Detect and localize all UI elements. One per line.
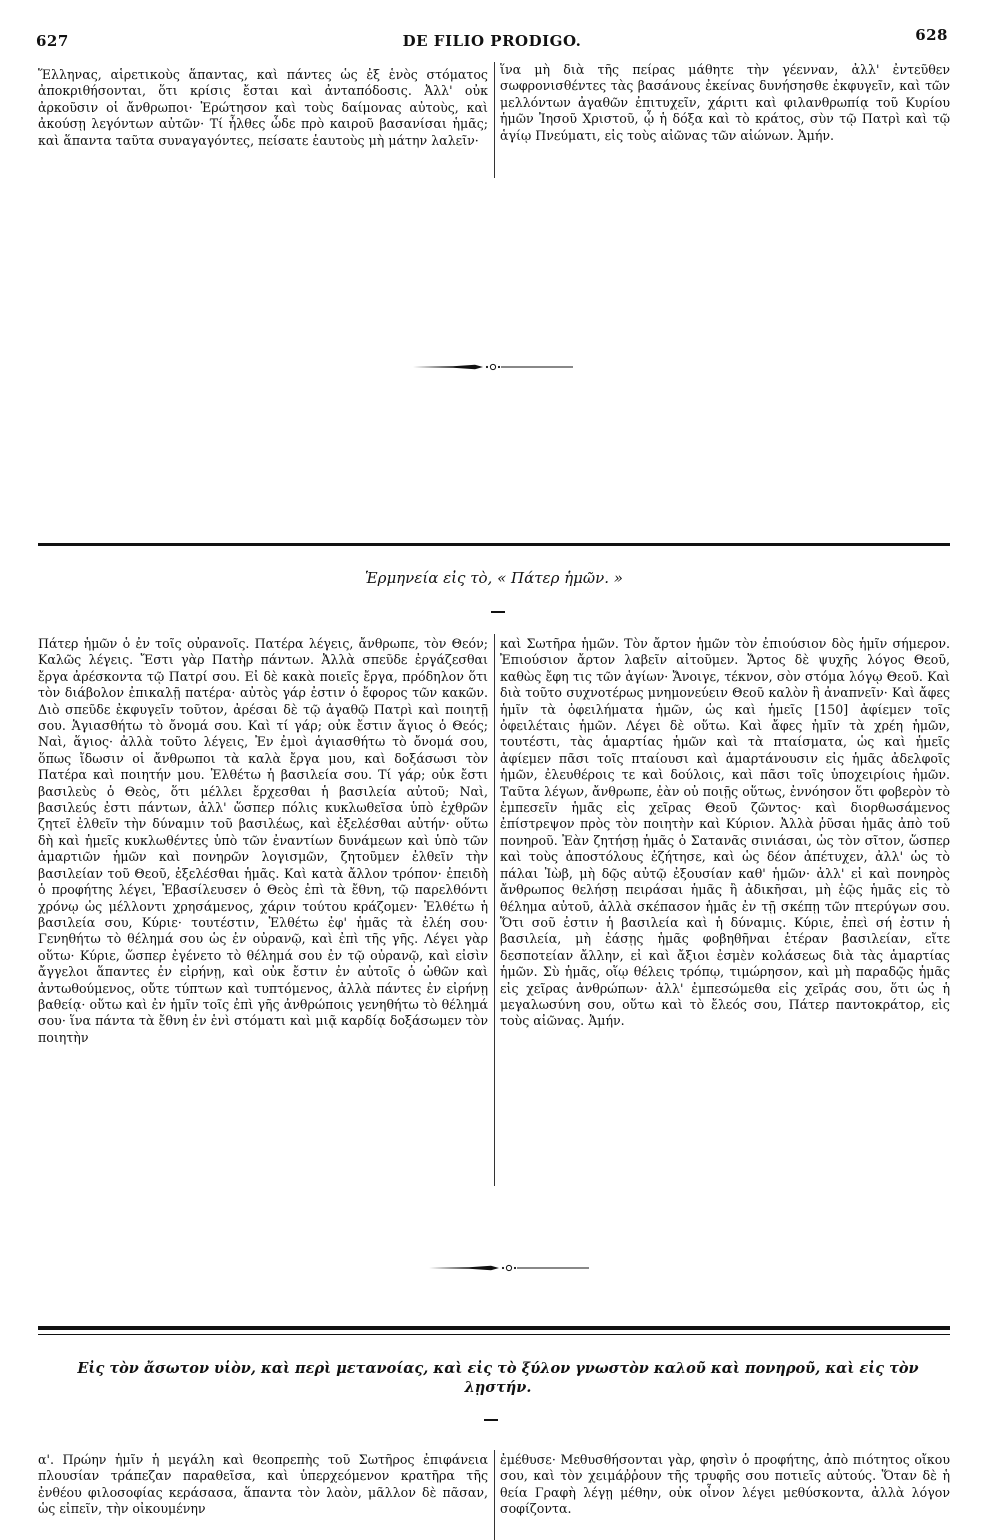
- top-left-text: Ἕλληνας, αἱρετικοὺς ἅπαντας, καὶ πάντες ὡς ἐξ ἑνὸς στόματος ἀποκριθήσονται, ὅτι κρίσις ἔσται καὶ ἀνταπόδοσις. Ἀλλ' οὐκ ἀρκοῦσιν οἱ ἄνθρωποι· Ἐρώτησον καὶ τοὺς δαίμονας αὐτοὺς, καὶ ἀκούσῃ λεγόντων αὐτῶν· Τί ἦλθες ὧδε πρὸ καιροῦ βασανίσαι ἡμᾶς; καὶ ἅπαντα ταῦτα συναγαγόντες, πείσατε ἑαυτοὺς μὴ μάτην λαλεῖν·: [38, 67, 488, 148]
- running-title: DE FILIO PRODIGO.: [402, 32, 582, 50]
- section-rule-2b: [38, 1334, 950, 1335]
- section-title-filio-prodigo: Εἰς τὸν ἄσωτον υἱὸν, καὶ περὶ μετανοίας, καὶ εἰς τὸ ξύλον γνωστὸν καλοῦ καὶ πονηροῦ, καὶ εἰς τὸν λῃστήν.: [77, 1360, 919, 1396]
- section1-right-column: [500, 636, 950, 1184]
- column-divider-bottom: [494, 1450, 495, 1540]
- section1-left-column: [38, 636, 488, 1184]
- section2-right-column: [500, 1452, 950, 1536]
- running-header: [36, 26, 948, 56]
- ornament-divider-2: [429, 1261, 589, 1275]
- section2-left-text: α'. Πρώην ἡμῖν ἡ μεγάλη καὶ θεοπρεπὴς τοῦ Σωτῆρος ἐπιφάνεια πλουσίαν τράπεζαν παραθεῖσα, καὶ ὑπερχεόμενον κρατῆρα τῆς ἐνθέου φιλοσοφίας κεράσασα, ἅπαντα τὸν λαὸν, μᾶλλον δὲ πᾶσαν, ὡς εἰπεῖν, τὴν οἰκουμένην: [38, 1452, 488, 1517]
- section2-left-column: [38, 1452, 488, 1536]
- section-title-pater-hemon: Ἑρμηνεία εἰς τὸ, « Πάτερ ἡμῶν. »: [365, 569, 623, 587]
- section-rule-1: [38, 543, 950, 546]
- top-right-column: [500, 62, 950, 174]
- section2-right-text: ἐμέθυσε· Μεθυσθήσονται γὰρ, φησὶν ὁ προφήτης, ἀπὸ πιότητος οἴκου σου, καὶ τὸν χειμάῤῥουν τῆς τρυφῆς σου ποτιεῖς αὐτούς. Ὅταν δὲ ἡ θεία Γραφὴ λέγῃ μέθην, οὐκ οἶνον λέγει μεθύσκοντα, ἀλλὰ λόγον σοφίζοντα.: [500, 1452, 950, 1517]
- title-dash-1: [491, 611, 505, 613]
- ornament-divider-1: [413, 360, 573, 374]
- top-left-column: [38, 67, 488, 179]
- section-rule-2a: [38, 1326, 950, 1330]
- top-right-text: ἵνα μὴ διὰ τῆς πείρας μάθητε τὴν γέενναν, ἀλλ' ἐντεῦθεν σωφρονισθέντες τὰς βασάνους ἐκείνας δυνήσησθε ἐκφυγεῖν, καὶ τῶν μελλόντων ἀγαθῶν ἐπιτυχεῖν, χάριτι καὶ φιλανθρωπίᾳ τοῦ Κυρίου ἡμῶν Ἰησοῦ Χριστοῦ, ᾧ ἡ δόξα καὶ τὸ κράτος, σὺν τῷ Πατρὶ καὶ τῷ ἁγίῳ Πνεύματι, εἰς τοὺς αἰῶνας τῶν αἰώνων. Ἀμήν.: [500, 62, 950, 143]
- page-number-right: 628: [915, 26, 948, 44]
- column-divider-middle: [494, 634, 495, 1186]
- page-number-left: 627: [36, 32, 69, 50]
- title-dash-2: [484, 1419, 498, 1421]
- section1-right-text: καὶ Σωτῆρα ἡμῶν. Τὸν ἄρτον ἡμῶν τὸν ἐπιούσιον δὸς ἡμῖν σήμερον. Ἐπιούσιον ἄρτον λαβεῖν αἰτοῦμεν. Ἄρτος δὲ ψυχῆς λόγος Θεοῦ, καθὼς ἔφη τις τῶν ἁγίων· Ἄνοιγε, τέκνον, σὸν στόμα λόγῳ Θεοῦ. Καὶ διὰ τοῦτο συχνοτέρως μνημονεύειν Θεοῦ καλὸν ἢ ἀναπνεῖν· Καὶ ἄφες ἡμῖν τὰ ὀφειλήματα ἡμῶν, ὡς καὶ ἡμεῖς [150] ἀφίεμεν τοῖς ὀφειλέταις ἡμῶν. Λέγει δὲ οὕτω. Καὶ ἄφες ἡμῖν τὰ χρέη ἡμῶν, τουτέστι, τὰς ἁμαρτίας ἡμῶν καὶ τὰ πταίσματα, ὡς καὶ ἡμεῖς ἀφίεμεν πᾶσι τοῖς πταίουσι καὶ ἁμαρτάνουσιν εἰς ἡμᾶς ἀδελφοῖς ἡμῶν, ἐλευθέροις τε καὶ δούλοις, καὶ πᾶσι τοῖς ὑποχειρίοις ἡμῶν. Ταῦτα λέγων, ἄνθρωπε, ἐὰν οὐ ποιῇς οὕτως, ἐννόησον ὅτι φοβερὸν τὸ ἐμπεσεῖν ἡμᾶς εἰς χεῖρας Θεοῦ ζῶντος· καὶ διορθωσάμενος ἐπίστρεψον πρὸς τὸν ποιητὴν καὶ Κύριον. Ἀλλὰ ῥῦσαι ἡμᾶς ἀπὸ τοῦ πονηροῦ. Ἐὰν ζητήσῃ ἡμᾶς ὁ Σατανᾶς σινιάσαι, ὡς τὸν σῖτον, ὥσπερ καὶ τοὺς ἀποστόλους ἐζήτησε, καὶ ὡς δέον ἀπέτυχεν, ἀλλ' ὡς τὸ πάλαι Ἰὼβ, μὴ δῷς αὐτῷ ἐξουσίαν καθ' ἡμῶν· ἀλλ' εἰ καὶ πονηρὸς ἄνθρωπος θελήσῃ πειράσαι ἡμᾶς ἢ ἀδικῆσαι, μὴ ἐῷς ἡμᾶς εἰς τὸ θέλημα αὐτοῦ, ἀλλὰ σκέπασον ἡμᾶς ἐν τῇ σκέπῃ τῶν πτερύγων σου. Ὅτι σοῦ ἐστιν ἡ βασιλεία καὶ ἡ δύναμις. Κύριε, ἐπεὶ σή ἐστιν ἡ βασιλεία, μὴ ἐάσῃς ἡμᾶς φοβηθῆναι ἑτέραν βασιλείαν, εἴτε δεσποτείαν ἄλλην, εἰ καὶ ἄξιοι ἐσμὲν κολάσεως διὰ τὰς ἁμαρτίας ἡμῶν. Σὺ ἡμᾶς, οἵῳ θέλεις τρόπῳ, τιμώρησον, καὶ μὴ παραδῷς ἡμᾶς εἰς χεῖρας ἀνθρώπων· ἀλλ' ἐμπεσώμεθα εἰς χεῖράς σου, ὅτι ὡς ἡ μεγαλωσύνη σου, οὕτω καὶ τὸ ἔλεός σου, Πάτερ παντοκράτορ, εἰς τοὺς αἰῶνας. Ἀμήν.: [500, 636, 950, 1029]
- column-divider-top: [494, 62, 495, 178]
- section1-left-text: Πάτερ ἡμῶν ὁ ἐν τοῖς οὐρανοῖς. Πατέρα λέγεις, ἄνθρωπε, τὸν Θεόν; Καλῶς λέγεις. Ἔστι γὰρ Πατὴρ πάντων. Ἀλλὰ σπεῦδε ἐργάζεσθαι ἔργα ἀρέσκοντα τῷ Πατρί σου. Εἰ δὲ κακὰ ποιεῖς ἔργα, πρόδηλον ὅτι τὸν διάβολον ἐπικαλῇ πατέρα· αὐτὸς γάρ ἐστιν ὁ ἔφορος τῶν κακῶν. Διὸ σπεῦδε ἐκφυγεῖν τοῦτον, ἀρέσαι δὲ τῷ ἀγαθῷ Πατρὶ καὶ ποιητῇ σου. Ἁγιασθήτω τὸ ὄνομά σου. Καὶ τί γάρ; οὐκ ἔστιν ἅγιος ὁ Θεός; Ναὶ, ἅγιος· ἀλλὰ τοῦτο λέγεις, Ἐν ἐμοὶ ἁγιασθήτω τὸ ὄνομά σου, ὅπως ἴδωσιν οἱ ἄνθρωποι τὰ καλὰ ἔργα μου, καὶ δοξάσωσι τὸν Πατέρα καὶ ποιητήν μου. Ἐλθέτω ἡ βασιλεία σου. Τί γάρ; οὐκ ἔστι βασιλεὺς ὁ Θεὸς, ὅτι μέλλει ἔρχεσθαι ἡ βασιλεία αὐτοῦ; Ναὶ, βασιλεύς ἐστι πάντων, ἀλλ' ὥσπερ πόλις κυκλωθεῖσα ὑπὸ ἐχθρῶν ζητεῖ ἐλθεῖν τὴν δύναμιν τοῦ βασιλέως, καὶ ἐξελέσθαι αὐτήν· οὕτω δὴ καὶ ἡμεῖς κυκλωθέντες ὑπὸ τῶν ἐναντίων δυνάμεων καὶ ὑπὸ τῶν ἁμαρτιῶν ἡμῶν καὶ πονηρῶν λογισμῶν, ζητοῦμεν ἐλθεῖν τὴν βασιλείαν τοῦ Θεοῦ, ἐξελέσθαι ἡμᾶς. Καὶ κατὰ ἄλλον τρόπον· ἐπειδὴ ὁ προφήτης λέγει, Ἐβασίλευσεν ὁ Θεὸς ἐπὶ τὰ ἔθνη, τῷ παρελθόντι χρόνῳ ὡς μέλλοντι χρησάμενος, χάριν τούτου κράζομεν· Ἐλθέτω ἡ βασιλεία σου, Κύριε· τουτέστιν, Ἐλθέτω ἐφ' ἡμᾶς τὰ ἐλέη σου· Γενηθήτω τὸ θέλημά σου ὡς ἐν οὐρανῷ, καὶ ἐπὶ τῆς γῆς. Λέγει γὰρ οὕτω· Κύριε, ὥσπερ ἐγένετο τὸ θέλημά σου ἐν τῷ οὐρανῷ, καὶ εἰσὶν ἄγγελοι ἅπαντες ἐν εἰρήνῃ, καὶ οὐκ ἔστιν ἐν αὐτοῖς ὁ ὠθῶν καὶ ἀντωθούμενος, οὔτε τύπτων καὶ τυπτόμενος, ἀλλὰ πάντες ἐν εἰρήνῃ βαθείᾳ· οὕτω καὶ ἐν ἡμῖν τοῖς ἐπὶ γῆς ἀνθρώποις γενηθήτω τὸ θέλημά σου· ἵνα πάντα τὰ ἔθνη ἐν ἑνὶ στόματι καὶ μιᾷ καρδίᾳ δοξάσωμεν τὸν ποιητὴν: [38, 636, 488, 1045]
